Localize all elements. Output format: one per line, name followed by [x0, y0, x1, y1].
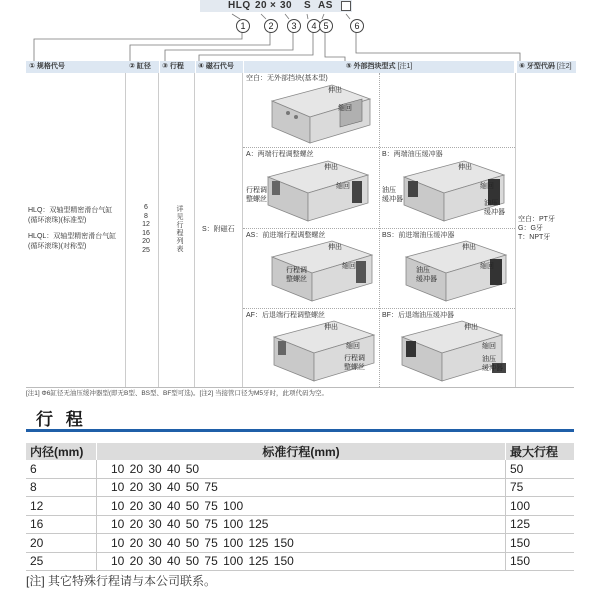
cell-max: 150	[506, 552, 575, 571]
option-as-extend: 伸出	[328, 244, 342, 251]
option-a-retract: 缩回	[336, 183, 350, 190]
cell-strokes: 10 20 30 40 50 75	[97, 478, 506, 497]
code-stroke: 30	[280, 0, 293, 11]
option-bf-buffer-1: 油压	[482, 356, 496, 363]
code-magnet: S	[304, 0, 312, 11]
option-a-title: A：两端行程调整螺丝	[246, 151, 314, 158]
callout-2: 2	[264, 19, 278, 33]
cell-bore: 25	[26, 552, 97, 571]
cell-max: 100	[506, 497, 575, 516]
magnet-option: S：附磁石	[202, 226, 235, 233]
cylinder-image-bf	[392, 319, 512, 385]
cell-max: 150	[506, 534, 575, 553]
cell-max: 50	[506, 460, 575, 478]
th-max-stroke: 最大行程	[506, 443, 575, 460]
option-as-adjust-1: 行程调	[286, 267, 307, 274]
option-af-adjust-1: 行程调	[344, 355, 365, 362]
header-stopper-label: ⑤ 外部挡块型式	[345, 63, 396, 70]
option-af-title: AF：后退端行程调整螺丝	[246, 312, 325, 319]
cell-bore: 12	[26, 497, 97, 516]
option-b-buffer-1b: 缓冲器	[382, 196, 403, 203]
option-a-extend: 伸出	[324, 164, 338, 171]
stroke-table-header	[26, 443, 574, 460]
option-b-extend: 伸出	[458, 164, 472, 171]
code-size: 20	[255, 0, 268, 11]
cell-strokes: 10 20 30 40 50 75 100	[97, 497, 506, 516]
stroke-ref: 详见行程列表	[176, 205, 183, 253]
header-thread	[517, 61, 576, 73]
code-prefix: HLQ	[228, 0, 251, 11]
option-bs-retract: 缩回	[480, 263, 494, 270]
option-b-title: B：两端油压缓冲器	[382, 151, 443, 158]
header-stroke: ③ 行程	[160, 61, 195, 73]
option-bf-retract: 缩回	[482, 343, 496, 350]
cell-bore: 6	[26, 460, 97, 478]
cell-max: 75	[506, 478, 575, 497]
code-buffer: AS	[318, 0, 333, 11]
table-row	[26, 515, 574, 534]
header-thread-note: [注2]	[556, 63, 572, 70]
option-as-adjust-2: 整螺丝	[286, 276, 307, 283]
spec-note: [注1] Φ6缸径无油压缓冲器型(即无B型、BS型、BF型可选)。[注2] 当接管口径为M5牙时，此项代码为空。	[26, 390, 329, 397]
cell-strokes: 10 20 30 40 50	[97, 460, 506, 478]
cylinder-image-as	[262, 239, 378, 305]
spec-hlq: HLQ：双轴型精密滑台气缸 (循环滚珠)(标准型)	[28, 207, 113, 224]
option-blank-title: 空白：无外部挡块(基本型)	[246, 75, 328, 82]
table-row	[26, 497, 574, 516]
option-bs-buffer-2: 缓冲器	[416, 276, 437, 283]
callout-4: 4	[307, 19, 321, 33]
cell-bore: 16	[26, 515, 97, 534]
callout-leaders	[0, 0, 600, 70]
option-as-retract: 缩回	[342, 263, 356, 270]
cylinder-image-af	[264, 319, 378, 385]
option-bs-title: BS：前进端油压缓冲器	[382, 232, 455, 239]
spec-body	[26, 73, 574, 388]
callout-6: 6	[350, 19, 364, 33]
option-bs-extend: 伸出	[462, 244, 476, 251]
table-row	[26, 460, 574, 478]
header-magnet: ④ 磁石代号	[196, 61, 243, 73]
cell-strokes: 10 20 30 40 50 75 100 125	[97, 515, 506, 534]
option-b-retract: 缩回	[480, 183, 494, 190]
stroke-section-bar	[26, 429, 574, 432]
option-a-adjust-2: 整螺丝	[246, 196, 267, 203]
cylinder-image-bs	[396, 239, 512, 305]
spec-hlql: HLQL：双轴型精密滑台气缸 (循环滚珠)(对称型)	[28, 233, 117, 250]
th-standard-stroke: 标准行程(mm)	[97, 443, 506, 460]
option-blank-retract: 缩回	[338, 105, 352, 112]
option-af-extend: 伸出	[324, 324, 338, 331]
header-stopper	[244, 61, 514, 73]
option-blank-extend: 伸出	[328, 87, 342, 94]
option-bf-title: BF：后退端油压缓冲器	[382, 312, 454, 319]
cell-strokes: 10 20 30 40 50 75 100 125 150	[97, 534, 506, 553]
option-b-buffer-1a: 油压	[382, 187, 396, 194]
bore-list: 6 8 12 16 20 25	[142, 204, 150, 254]
callout-3: 3	[287, 19, 301, 33]
option-bf-buffer-2: 缓冲器	[482, 365, 503, 372]
option-a-adjust-1: 行程调	[246, 187, 267, 194]
header-stopper-note: [注1]	[397, 63, 413, 70]
stroke-table	[26, 443, 574, 571]
code-times: ×	[270, 0, 277, 11]
spec-header-row	[26, 61, 574, 73]
th-bore: 内径(mm)	[26, 443, 97, 460]
table-row	[26, 552, 574, 571]
cylinder-image-blank	[266, 83, 376, 145]
header-bore: ② 缸径	[127, 61, 159, 73]
cell-bore: 8	[26, 478, 97, 497]
cylinder-image-a	[258, 159, 376, 225]
stroke-footer-note: [注] 其它特殊行程请与本公司联系。	[26, 574, 217, 588]
cell-bore: 20	[26, 534, 97, 553]
thread-options: 空白：PT牙 G：G牙 T：NPT牙	[518, 216, 555, 241]
option-b-buffer-2b: 缓冲器	[484, 209, 505, 216]
header-spec-code: ① 规格代号	[26, 61, 127, 73]
cell-max: 125	[506, 515, 575, 534]
callout-1: 1	[236, 19, 250, 33]
option-af-retract: 缩回	[346, 343, 360, 350]
option-b-buffer-2a: 油压	[484, 200, 498, 207]
cell-strokes: 10 20 30 40 50 75 100 125 150	[97, 552, 506, 571]
table-row	[26, 478, 574, 497]
option-as-title: AS：前进端行程调整螺丝	[246, 232, 326, 239]
stroke-section-title: 行 程	[36, 410, 87, 429]
callout-5: 5	[319, 19, 333, 33]
option-bs-buffer-1: 油压	[416, 267, 430, 274]
table-row	[26, 534, 574, 553]
option-af-adjust-2: 整螺丝	[344, 364, 365, 371]
header-thread-label: ⑥ 牙型代码	[519, 63, 555, 70]
option-bf-extend: 伸出	[464, 324, 478, 331]
